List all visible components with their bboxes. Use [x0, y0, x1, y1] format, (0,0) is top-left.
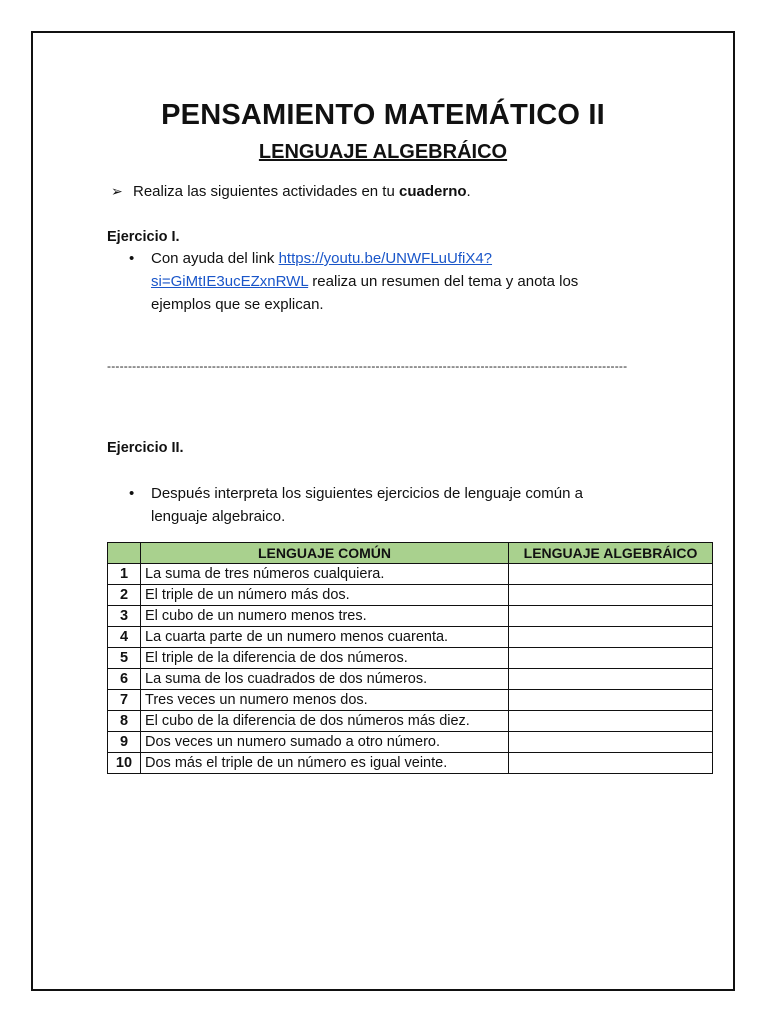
bullet-icon: •	[129, 485, 135, 502]
row-number: 9	[108, 732, 141, 753]
instruction-bold: cuaderno	[399, 183, 467, 200]
table-row	[108, 669, 713, 690]
algebraico-cell[interactable]	[509, 627, 713, 648]
algebraico-cell[interactable]	[509, 564, 713, 585]
exercise1-bullet	[129, 247, 631, 316]
exercise1-line2	[151, 270, 631, 293]
comun-cell: Tres veces un numero menos dos.	[141, 690, 509, 711]
row-number: 1	[108, 564, 141, 585]
exercise1-text: Con ayuda del link	[151, 250, 279, 267]
row-number: 10	[108, 753, 141, 774]
row-number: 4	[108, 627, 141, 648]
row-number: 3	[108, 606, 141, 627]
header-comun: LENGUAJE COMÚN	[141, 543, 509, 564]
table-row	[108, 585, 713, 606]
row-number: 2	[108, 585, 141, 606]
instruction-text: Realiza las siguientes actividades en tu	[133, 183, 399, 200]
comun-cell: Dos más el triple de un número es igual veinte.	[141, 753, 509, 774]
algebraico-cell[interactable]	[509, 690, 713, 711]
comun-cell: Dos veces un numero sumado a otro número.	[141, 732, 509, 753]
table-row	[108, 648, 713, 669]
exercise1-text-2: realiza un resumen del tema y anota los	[308, 273, 579, 290]
algebraico-cell[interactable]	[509, 711, 713, 732]
exercise2-line2: lenguaje algebraico.	[151, 508, 286, 525]
table-row	[108, 711, 713, 732]
table-row	[108, 606, 713, 627]
table-row	[108, 690, 713, 711]
row-number: 7	[108, 690, 141, 711]
row-number: 6	[108, 669, 141, 690]
youtube-link-part2[interactable]: si=GiMtIE3ucEZxnRWL	[151, 273, 309, 290]
table-row	[108, 627, 713, 648]
instruction-line	[111, 183, 471, 200]
algebraico-cell[interactable]	[509, 732, 713, 753]
comun-cell: El triple de la diferencia de dos números.	[141, 648, 509, 669]
exercise2-title: Ejercicio II.	[107, 440, 184, 456]
table-row	[108, 753, 713, 774]
algebraico-cell[interactable]	[509, 606, 713, 627]
table-header-row	[108, 543, 713, 564]
exercise2-bullet	[129, 482, 631, 528]
row-number: 5	[108, 648, 141, 669]
comun-cell: La cuarta parte de un numero menos cuarenta.	[141, 627, 509, 648]
exercise1-title: Ejercicio I.	[107, 229, 180, 245]
algebraico-cell[interactable]	[509, 753, 713, 774]
exercises-table	[107, 542, 713, 774]
exercise2-line1: Después interpreta los siguientes ejercicios de lenguaje común a	[151, 485, 583, 502]
row-number: 8	[108, 711, 141, 732]
instruction-end: .	[466, 183, 471, 200]
exercise1-line3: ejemplos que se explican.	[151, 296, 324, 313]
table-row	[108, 732, 713, 753]
algebraico-cell[interactable]	[509, 585, 713, 606]
algebraico-cell[interactable]	[509, 648, 713, 669]
comun-cell: El cubo de la diferencia de dos números más diez.	[141, 711, 509, 732]
arrow-bullet-icon: ➢	[111, 183, 123, 199]
comun-cell: El cubo de un numero menos tres.	[141, 606, 509, 627]
youtube-link-part1[interactable]: https://youtu.be/UNWFLuUfiX4?	[278, 250, 493, 267]
header-number	[108, 543, 141, 564]
comun-cell: El triple de un número más dos.	[141, 585, 509, 606]
header-algebraico: LENGUAJE ALGEBRÁICO	[509, 543, 713, 564]
comun-cell: La suma de los cuadrados de dos números.	[141, 669, 509, 690]
dashed-divider: ----------------------------------------------------------------------------------------------------------------------------	[107, 359, 628, 373]
bullet-icon: •	[129, 250, 135, 267]
comun-cell: La suma de tres números cualquiera.	[141, 564, 509, 585]
table-row	[108, 564, 713, 585]
document-title: PENSAMIENTO MATEMÁTICO II	[161, 99, 605, 131]
document-page	[31, 31, 735, 991]
document-subtitle: LENGUAJE ALGEBRÁICO	[258, 141, 508, 163]
exercise1-line1	[151, 247, 631, 270]
algebraico-cell[interactable]	[509, 669, 713, 690]
